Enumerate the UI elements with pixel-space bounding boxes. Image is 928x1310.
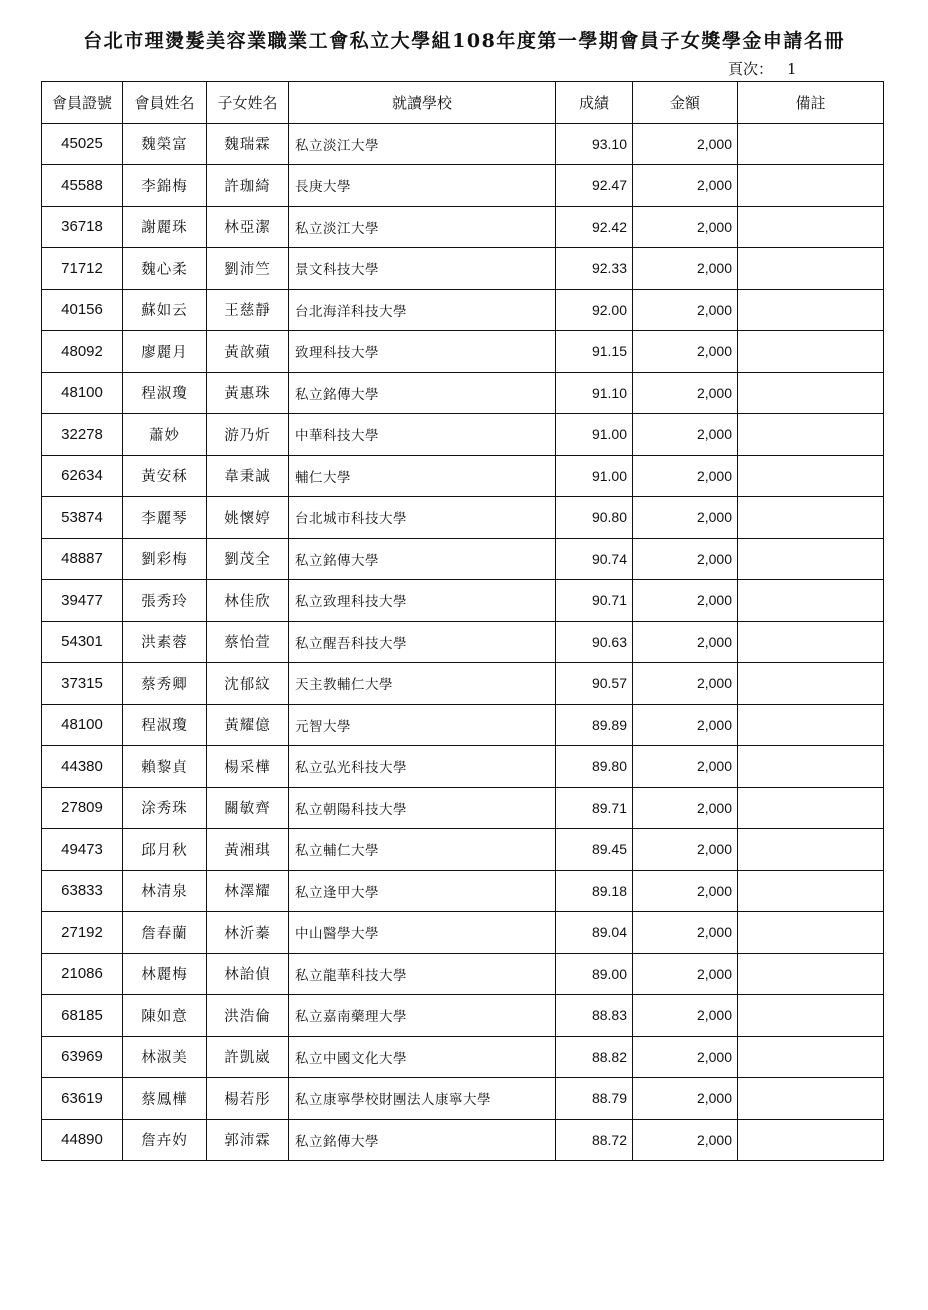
cell-member-name: 程淑瓊 bbox=[123, 704, 207, 746]
cell-amount: 2,000 bbox=[633, 123, 738, 165]
cell-member-name: 謝麗珠 bbox=[123, 206, 207, 248]
cell-remarks bbox=[738, 870, 884, 912]
cell-member-name: 黃安秝 bbox=[123, 455, 207, 497]
table-row bbox=[42, 289, 884, 331]
table-row bbox=[42, 331, 884, 373]
cell-score: 92.33 bbox=[556, 248, 633, 290]
cell-remarks bbox=[738, 123, 884, 165]
table-row bbox=[42, 372, 884, 414]
cell-score: 89.45 bbox=[556, 829, 633, 871]
page-number-label: 頁次： bbox=[728, 60, 774, 78]
cell-member-id: 39477 bbox=[42, 580, 123, 622]
cell-school: 私立龍華科技大學 bbox=[289, 953, 556, 995]
header-member-name: 會員姓名 bbox=[123, 82, 207, 124]
cell-remarks bbox=[738, 621, 884, 663]
cell-score: 88.82 bbox=[556, 1036, 633, 1078]
cell-school: 私立淡江大學 bbox=[289, 206, 556, 248]
cell-member-id: 45025 bbox=[42, 123, 123, 165]
cell-remarks bbox=[738, 1036, 884, 1078]
cell-amount: 2,000 bbox=[633, 621, 738, 663]
cell-member-name: 廖麗月 bbox=[123, 331, 207, 373]
table-row bbox=[42, 870, 884, 912]
cell-school: 私立康寧學校財團法人康寧大學 bbox=[289, 1078, 556, 1120]
cell-child-name: 劉沛竺 bbox=[207, 248, 289, 290]
cell-child-name: 王慈靜 bbox=[207, 289, 289, 331]
cell-member-name: 蔡鳳樺 bbox=[123, 1078, 207, 1120]
cell-remarks bbox=[738, 953, 884, 995]
cell-school: 元智大學 bbox=[289, 704, 556, 746]
table-body bbox=[42, 123, 884, 1161]
cell-child-name: 許珈綺 bbox=[207, 165, 289, 207]
table-row bbox=[42, 995, 884, 1037]
cell-member-id: 54301 bbox=[42, 621, 123, 663]
page-number-indicator bbox=[728, 58, 797, 79]
header-member-id: 會員證號 bbox=[42, 82, 123, 124]
cell-score: 92.47 bbox=[556, 165, 633, 207]
cell-school: 私立弘光科技大學 bbox=[289, 746, 556, 788]
cell-child-name: 劉茂全 bbox=[207, 538, 289, 580]
cell-remarks bbox=[738, 663, 884, 705]
cell-child-name: 許凱崴 bbox=[207, 1036, 289, 1078]
cell-remarks bbox=[738, 912, 884, 954]
header-child-name: 子女姓名 bbox=[207, 82, 289, 124]
cell-member-name: 涂秀珠 bbox=[123, 787, 207, 829]
cell-school: 私立銘傳大學 bbox=[289, 538, 556, 580]
table-row bbox=[42, 414, 884, 456]
table-row bbox=[42, 580, 884, 622]
cell-amount: 2,000 bbox=[633, 787, 738, 829]
cell-member-name: 李錦梅 bbox=[123, 165, 207, 207]
cell-school: 私立醒吾科技大學 bbox=[289, 621, 556, 663]
cell-remarks bbox=[738, 455, 884, 497]
cell-school: 私立輔仁大學 bbox=[289, 829, 556, 871]
cell-remarks bbox=[738, 248, 884, 290]
cell-member-name: 蘇如云 bbox=[123, 289, 207, 331]
cell-member-id: 63969 bbox=[42, 1036, 123, 1078]
cell-member-id: 63833 bbox=[42, 870, 123, 912]
cell-child-name: 游乃炘 bbox=[207, 414, 289, 456]
cell-member-id: 49473 bbox=[42, 829, 123, 871]
cell-child-name: 黃歆蘋 bbox=[207, 331, 289, 373]
cell-school: 台北海洋科技大學 bbox=[289, 289, 556, 331]
cell-member-id: 48100 bbox=[42, 372, 123, 414]
cell-remarks bbox=[738, 1119, 884, 1161]
cell-school: 私立朝陽科技大學 bbox=[289, 787, 556, 829]
cell-member-name: 魏心柔 bbox=[123, 248, 207, 290]
cell-member-id: 71712 bbox=[42, 248, 123, 290]
cell-member-id: 37315 bbox=[42, 663, 123, 705]
cell-amount: 2,000 bbox=[633, 704, 738, 746]
header-score: 成績 bbox=[556, 82, 633, 124]
cell-member-id: 48092 bbox=[42, 331, 123, 373]
cell-school: 台北城市科技大學 bbox=[289, 497, 556, 539]
table-row bbox=[42, 829, 884, 871]
cell-member-id: 44890 bbox=[42, 1119, 123, 1161]
cell-amount: 2,000 bbox=[633, 1119, 738, 1161]
table-row bbox=[42, 953, 884, 995]
cell-remarks bbox=[738, 497, 884, 539]
cell-member-id: 27192 bbox=[42, 912, 123, 954]
cell-member-name: 林清泉 bbox=[123, 870, 207, 912]
cell-child-name: 林澤耀 bbox=[207, 870, 289, 912]
cell-school: 私立銘傳大學 bbox=[289, 372, 556, 414]
cell-school: 私立逢甲大學 bbox=[289, 870, 556, 912]
cell-member-id: 27809 bbox=[42, 787, 123, 829]
cell-member-name: 蕭妙 bbox=[123, 414, 207, 456]
cell-remarks bbox=[738, 746, 884, 788]
cell-score: 90.71 bbox=[556, 580, 633, 622]
table-row bbox=[42, 704, 884, 746]
cell-child-name: 楊若彤 bbox=[207, 1078, 289, 1120]
cell-child-name: 姚懷婷 bbox=[207, 497, 289, 539]
cell-remarks bbox=[738, 331, 884, 373]
cell-school: 景文科技大學 bbox=[289, 248, 556, 290]
cell-member-name: 林淑美 bbox=[123, 1036, 207, 1078]
table-row bbox=[42, 1078, 884, 1120]
cell-child-name: 林沂蓁 bbox=[207, 912, 289, 954]
cell-member-name: 陳如意 bbox=[123, 995, 207, 1037]
cell-member-id: 40156 bbox=[42, 289, 123, 331]
cell-child-name: 沈郁紋 bbox=[207, 663, 289, 705]
cell-member-id: 36718 bbox=[42, 206, 123, 248]
cell-score: 92.42 bbox=[556, 206, 633, 248]
document-title: 台北市理燙髮美容業職業工會私立大學組108年度第一學期會員子女獎學金申請名冊 bbox=[83, 30, 845, 52]
cell-school: 中山醫學大學 bbox=[289, 912, 556, 954]
cell-amount: 2,000 bbox=[633, 538, 738, 580]
cell-child-name: 魏瑞霖 bbox=[207, 123, 289, 165]
cell-member-name: 賴黎貞 bbox=[123, 746, 207, 788]
table-row bbox=[42, 663, 884, 705]
cell-member-name: 魏榮富 bbox=[123, 123, 207, 165]
cell-score: 93.10 bbox=[556, 123, 633, 165]
cell-amount: 2,000 bbox=[633, 995, 738, 1037]
cell-member-name: 詹春蘭 bbox=[123, 912, 207, 954]
cell-amount: 2,000 bbox=[633, 580, 738, 622]
cell-child-name: 洪浩倫 bbox=[207, 995, 289, 1037]
cell-member-id: 32278 bbox=[42, 414, 123, 456]
cell-score: 91.15 bbox=[556, 331, 633, 373]
cell-amount: 2,000 bbox=[633, 248, 738, 290]
cell-amount: 2,000 bbox=[633, 331, 738, 373]
cell-child-name: 韋秉誠 bbox=[207, 455, 289, 497]
cell-amount: 2,000 bbox=[633, 1078, 738, 1120]
cell-amount: 2,000 bbox=[633, 289, 738, 331]
cell-school: 私立嘉南藥理大學 bbox=[289, 995, 556, 1037]
cell-child-name: 林詒偵 bbox=[207, 953, 289, 995]
cell-member-id: 48100 bbox=[42, 704, 123, 746]
cell-member-name: 劉彩梅 bbox=[123, 538, 207, 580]
table-row bbox=[42, 621, 884, 663]
table-row bbox=[42, 206, 884, 248]
cell-child-name: 林亞潔 bbox=[207, 206, 289, 248]
cell-school: 長庚大學 bbox=[289, 165, 556, 207]
cell-score: 88.83 bbox=[556, 995, 633, 1037]
cell-child-name: 林佳欣 bbox=[207, 580, 289, 622]
header-amount: 金額 bbox=[633, 82, 738, 124]
cell-score: 92.00 bbox=[556, 289, 633, 331]
cell-amount: 2,000 bbox=[633, 746, 738, 788]
cell-score: 89.18 bbox=[556, 870, 633, 912]
cell-member-name: 洪素蓉 bbox=[123, 621, 207, 663]
table-row bbox=[42, 1119, 884, 1161]
cell-member-id: 53874 bbox=[42, 497, 123, 539]
cell-school: 中華科技大學 bbox=[289, 414, 556, 456]
cell-amount: 2,000 bbox=[633, 497, 738, 539]
cell-child-name: 黃惠珠 bbox=[207, 372, 289, 414]
cell-amount: 2,000 bbox=[633, 455, 738, 497]
cell-score: 89.80 bbox=[556, 746, 633, 788]
cell-score: 91.00 bbox=[556, 455, 633, 497]
cell-member-id: 48887 bbox=[42, 538, 123, 580]
cell-remarks bbox=[738, 414, 884, 456]
cell-member-name: 邱月秋 bbox=[123, 829, 207, 871]
cell-school: 致理科技大學 bbox=[289, 331, 556, 373]
cell-child-name: 楊采樺 bbox=[207, 746, 289, 788]
cell-remarks bbox=[738, 372, 884, 414]
cell-score: 90.74 bbox=[556, 538, 633, 580]
cell-school: 天主教輔仁大學 bbox=[289, 663, 556, 705]
cell-school: 私立銘傳大學 bbox=[289, 1119, 556, 1161]
cell-child-name: 蔡怡萱 bbox=[207, 621, 289, 663]
cell-member-id: 68185 bbox=[42, 995, 123, 1037]
cell-school: 私立致理科技大學 bbox=[289, 580, 556, 622]
scholarship-roster-table bbox=[41, 81, 884, 1161]
cell-score: 89.71 bbox=[556, 787, 633, 829]
cell-school: 私立淡江大學 bbox=[289, 123, 556, 165]
cell-amount: 2,000 bbox=[633, 165, 738, 207]
cell-remarks bbox=[738, 787, 884, 829]
table-row bbox=[42, 787, 884, 829]
cell-remarks bbox=[738, 538, 884, 580]
cell-amount: 2,000 bbox=[633, 870, 738, 912]
cell-member-id: 44380 bbox=[42, 746, 123, 788]
cell-member-name: 蔡秀卿 bbox=[123, 663, 207, 705]
cell-score: 88.72 bbox=[556, 1119, 633, 1161]
cell-school: 輔仁大學 bbox=[289, 455, 556, 497]
header-remarks: 備註 bbox=[738, 82, 884, 124]
header-school: 就讀學校 bbox=[289, 82, 556, 124]
cell-child-name: 黃湘琪 bbox=[207, 829, 289, 871]
table-row bbox=[42, 746, 884, 788]
cell-score: 90.63 bbox=[556, 621, 633, 663]
cell-score: 90.57 bbox=[556, 663, 633, 705]
cell-child-name: 郭沛霖 bbox=[207, 1119, 289, 1161]
cell-score: 91.10 bbox=[556, 372, 633, 414]
cell-score: 89.00 bbox=[556, 953, 633, 995]
cell-member-id: 62634 bbox=[42, 455, 123, 497]
cell-member-id: 63619 bbox=[42, 1078, 123, 1120]
cell-remarks bbox=[738, 704, 884, 746]
cell-remarks bbox=[738, 829, 884, 871]
cell-score: 89.04 bbox=[556, 912, 633, 954]
table-row bbox=[42, 455, 884, 497]
cell-member-name: 張秀玲 bbox=[123, 580, 207, 622]
cell-score: 88.79 bbox=[556, 1078, 633, 1120]
cell-amount: 2,000 bbox=[633, 829, 738, 871]
cell-remarks bbox=[738, 1078, 884, 1120]
cell-school: 私立中國文化大學 bbox=[289, 1036, 556, 1078]
table-row bbox=[42, 1036, 884, 1078]
cell-remarks bbox=[738, 995, 884, 1037]
table-row bbox=[42, 248, 884, 290]
cell-member-name: 程淑瓊 bbox=[123, 372, 207, 414]
cell-score: 91.00 bbox=[556, 414, 633, 456]
table-row bbox=[42, 123, 884, 165]
cell-child-name: 關敏齊 bbox=[207, 787, 289, 829]
table-row bbox=[42, 912, 884, 954]
cell-amount: 2,000 bbox=[633, 912, 738, 954]
cell-remarks bbox=[738, 165, 884, 207]
cell-member-name: 李麗琴 bbox=[123, 497, 207, 539]
cell-score: 90.80 bbox=[556, 497, 633, 539]
cell-amount: 2,000 bbox=[633, 206, 738, 248]
cell-remarks bbox=[738, 289, 884, 331]
table-row bbox=[42, 538, 884, 580]
cell-amount: 2,000 bbox=[633, 1036, 738, 1078]
table-row bbox=[42, 497, 884, 539]
cell-amount: 2,000 bbox=[633, 372, 738, 414]
table-row bbox=[42, 165, 884, 207]
cell-amount: 2,000 bbox=[633, 414, 738, 456]
cell-member-id: 45588 bbox=[42, 165, 123, 207]
cell-remarks bbox=[738, 206, 884, 248]
cell-remarks bbox=[738, 580, 884, 622]
cell-amount: 2,000 bbox=[633, 953, 738, 995]
cell-score: 89.89 bbox=[556, 704, 633, 746]
table-header-row bbox=[42, 82, 884, 124]
cell-member-id: 21086 bbox=[42, 953, 123, 995]
cell-member-name: 詹卉妁 bbox=[123, 1119, 207, 1161]
cell-member-name: 林麗梅 bbox=[123, 953, 207, 995]
page-number-value: 1 bbox=[787, 60, 797, 78]
cell-child-name: 黃耀億 bbox=[207, 704, 289, 746]
cell-amount: 2,000 bbox=[633, 663, 738, 705]
